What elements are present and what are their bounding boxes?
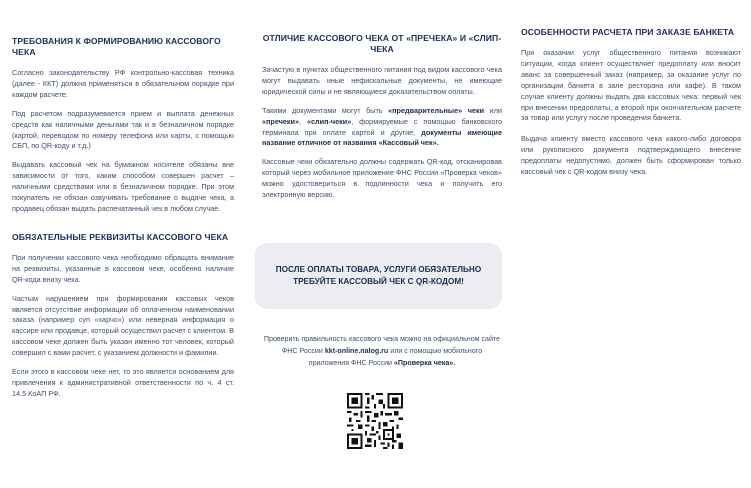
paragraph: При получении кассового чека необходимо обращать внимание на реквизиты, указанные в кассовом чеке, особенно наличие QR-кода внизу чека. [12,252,234,284]
paragraph: Частым нарушением при формировании кассовых чеков является отсутствие информации об оплаченном наименовании заказа (например суп «харчо») или неверная информация о кассире или продавце, который осуществил расчет с клиентом. В кассовом чеке должен быть указан именно тот человек, который совершил с вами расчет, с указанием должности и фамилии. [12,293,234,358]
paragraph: Согласно законодательству РФ контрольно-кассовая техника (далее - ККТ) должна применяться в обязательном порядке при каждом расчете. [12,68,234,99]
verify-text [262,333,502,377]
paragraph: Кассовые чеки обязательно должны содержать QR-код, отсканировав который через мобильное приложение ФНС России «Проверка чеков» можно удостовериться в подлинности чека и получить его электронную версию. [262,157,502,200]
paragraph: При оказании услуг общественного питания возникают ситуации, когда клиент осуществляет предоплату или вносит аванс за совершенный заказ (например, за оказание услуг по организации банкета в зале ресторана или кафе). В таком случае клиенту должны выдать два кассовых чека: первый чек при внесении предоплаты, а второй при окончательном расчете за товар или услугу после проведения банкета. [521,48,741,123]
section-title-requirements: ТРЕБОВАНИЯ К ФОРМИРОВАНИЮ КАССОВОГО ЧЕКА [12,36,221,57]
kkt-online-link[interactable]: kkt-online.nalog.ru [324,347,389,355]
paragraph: Зачастую в пунктах общественного питания под видом кассового чека могут выдавать иные нефискальные документы, не имеющие юридической силы и не являющиеся доказательством оплаты. [262,65,502,96]
paragraph: Под расчетом подразумевается прием и выплата денежных средств как наличными деньгами так и в безналичном порядке (картой, переводом по номеру телефона или карты, с помощью СБП, по QR-коду и т.д.) [12,108,234,151]
app-name: «Проверка чека». [393,359,456,367]
section-title-mandatory-details: ОБЯЗАТЕЛЬНЫЕ РЕКВИЗИТЫ КАССОВОГО ЧЕКА [12,231,229,242]
column-requirements [12,0,234,408]
callout-line: ТРЕБУЙТЕ КАССОВЫЙ ЧЕК С QR-КОДОМ! [293,277,464,286]
paragraph: Если этого в кассовом чеке нет, то это является основанием для привлечения к административной ответственности по ч. 4 ст. 14.5 КоАП РФ. [12,367,234,398]
section-title-banquet: ОСОБЕННОСТИ РАСЧЕТА ПРИ ЗАКАЗЕ БАНКЕТА [521,27,735,37]
column-precheck-difference [262,0,502,209]
paragraph: Выдача клиенту вместо кассового чека какого-либо договора или рукописного документа подтверждающего внесение предоплаты недопустимо, должен быть сформирован только кассовый чек с QR-кодом внизу чека. [521,134,741,177]
paragraph: Выдавать кассовый чек на бумажном носителе обязаны вне зависимости от того, каким способом совершен расчет – наличными средствами или в безналичном порядке. При этом покупатель не обязан озвучивать требование о выдаче чека, а продавец обязан выдать распечатанный чек в любом случае. [12,160,234,213]
section-title-precheck: ОТЛИЧИЕ КАССОВОГО ЧЕКА ОТ «ПРЕЧЕКА» И «СЛИП-ЧЕКА [262,33,502,54]
callout-box [255,243,502,309]
qr-code-icon[interactable] [347,393,403,449]
verify-paragraph: Проверить правильность кассового чека можно на официальном сайте ФНС России kkt-online.nalog.ru или с помощью мобильного приложения ФНС России «Проверка чека». [263,335,501,367]
column-banquet [521,0,741,186]
callout-line: ПОСЛЕ ОПЛАТЫ ТОВАРА, УСЛУГИ ОБЯЗАТЕЛЬНО [275,264,482,274]
paragraph-documents: Такими документами могут быть «предварительные» чеки или «пречеки», «слип-чеки», формируемые с помощью банковского терминала при оплате картой и другие, документы имеющие название отличное от названия «Кассовый чек». [262,105,502,148]
